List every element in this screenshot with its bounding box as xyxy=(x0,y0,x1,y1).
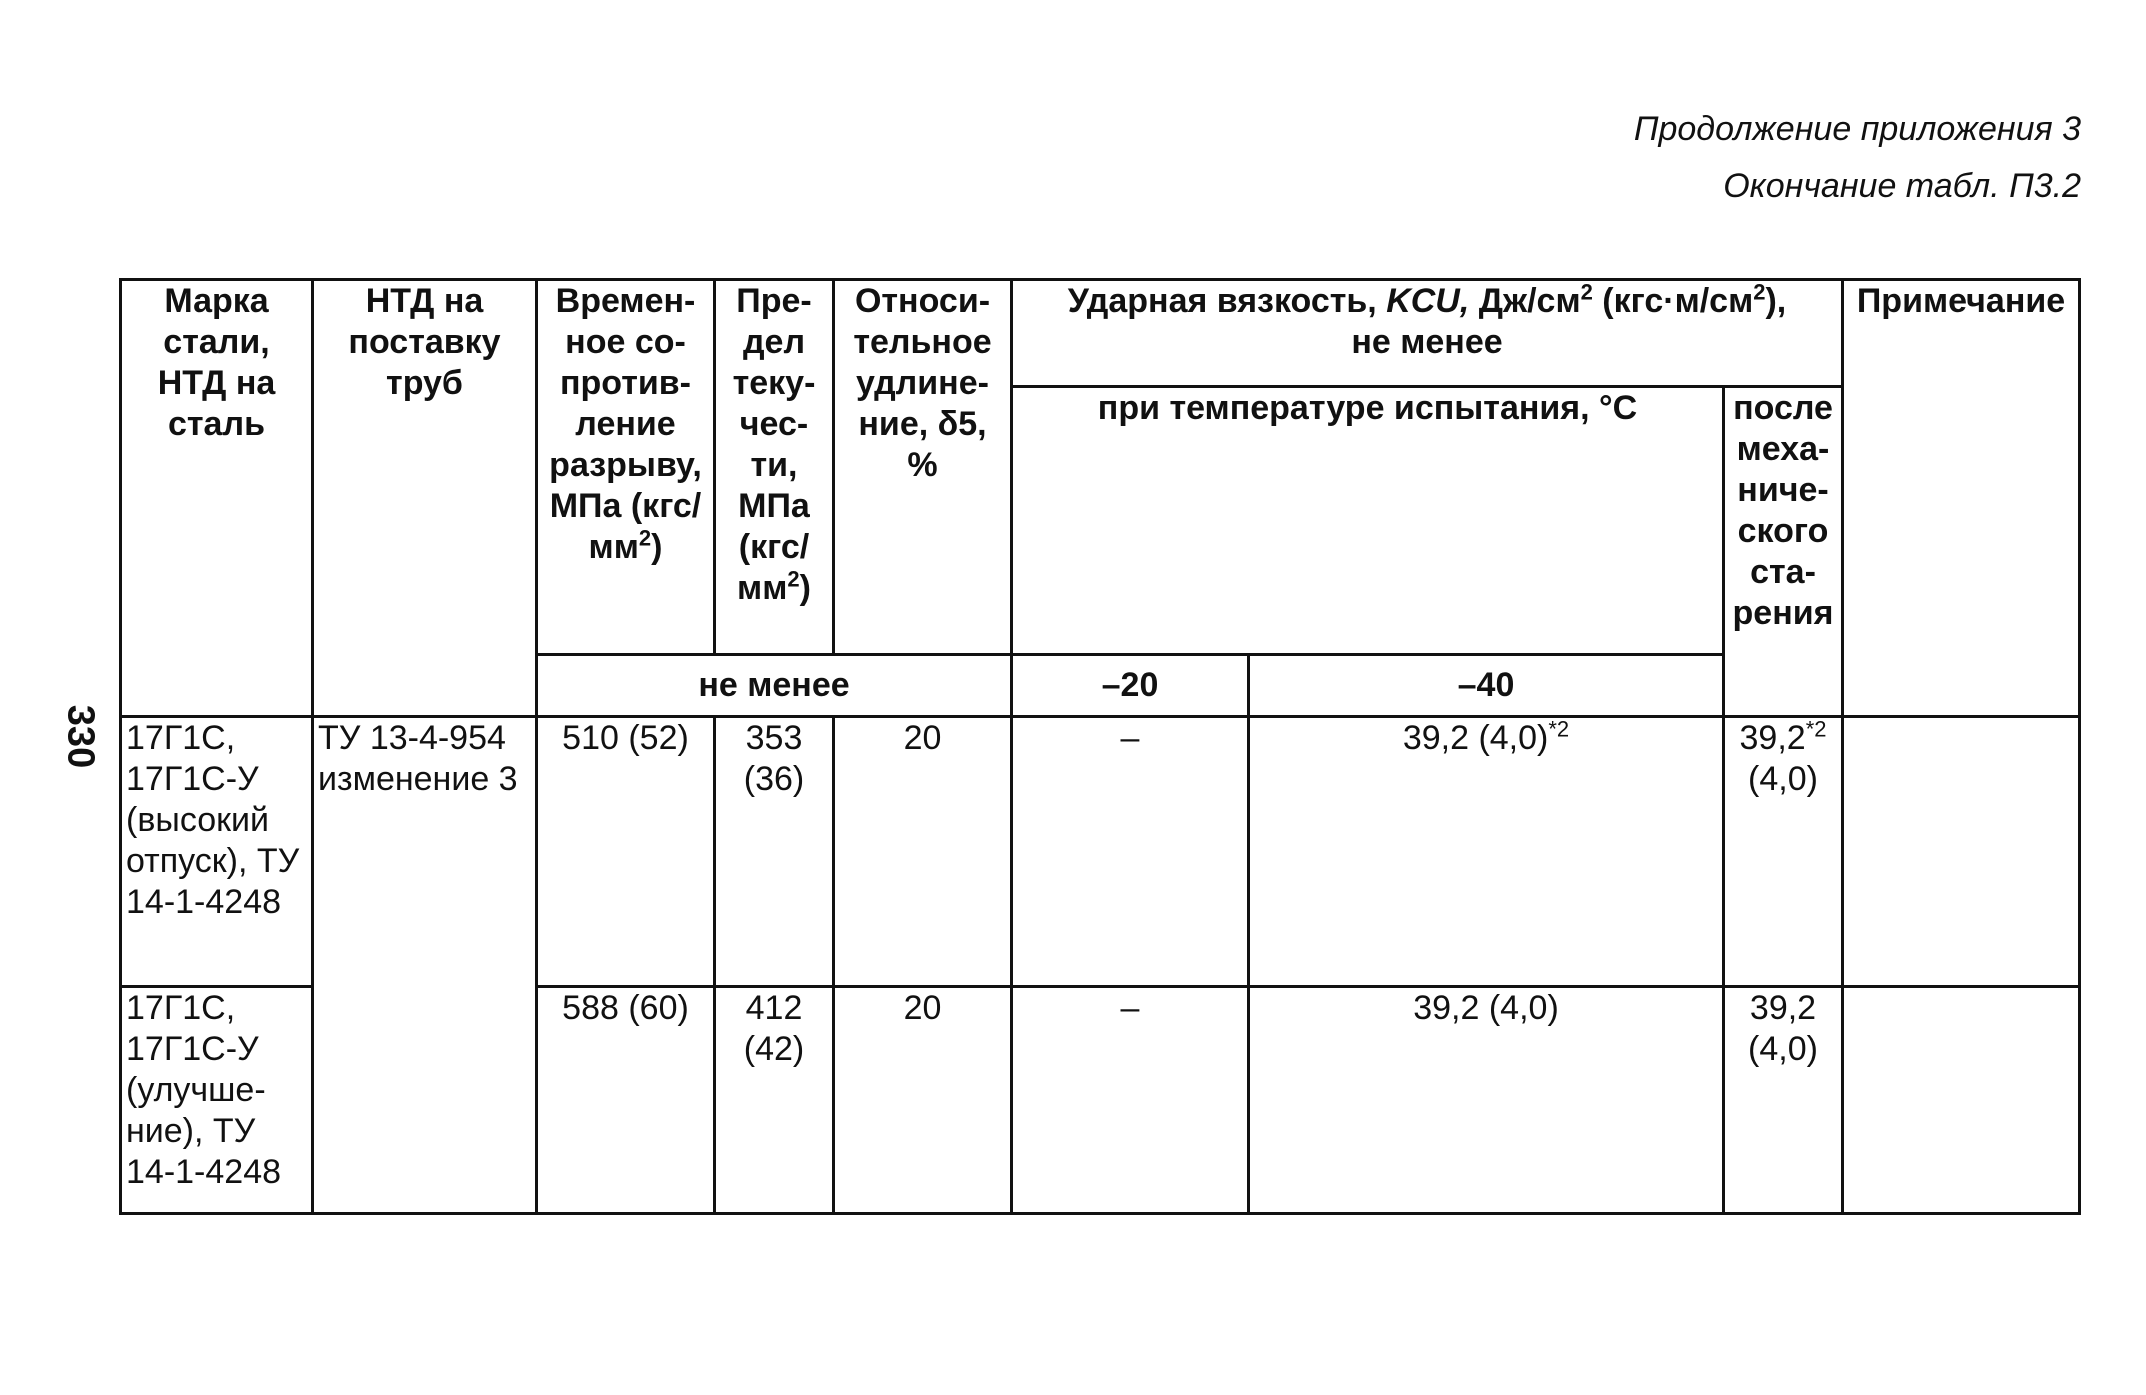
header-after-aging: после меха-ниче-ского ста-рения xyxy=(1724,387,1843,717)
cell-tensile-strength: 510 (52) xyxy=(537,717,715,987)
cell-steel-grade: 17Г1С, 17Г1С-У (улучше-ние), ТУ 14-1-4248 xyxy=(121,987,313,1214)
header-temp-minus40: –40 xyxy=(1249,655,1724,717)
cell-note xyxy=(1843,987,2080,1214)
header-elongation: Относи-тельное удлине-ние, δ5, % xyxy=(834,280,1012,655)
page-number: 330 xyxy=(59,704,102,769)
cell-pipe-ntd: ТУ 13-4-954 изменение 3 xyxy=(313,717,537,1214)
header-impact-toughness: Ударная вязкость, KCU, $Дж/см^2$ $(кгс\cdot м/см^2)$, не менее xyxy=(1012,280,1843,387)
cell-kcu-minus20: – xyxy=(1012,717,1249,987)
cell-yield-strength: 353 (36) xyxy=(715,717,834,987)
header-temp-minus20: –20 xyxy=(1012,655,1249,717)
cell-after-aging: 39,2$^{*2}$ (4,0) xyxy=(1724,717,1843,987)
header-tensile-strength: Времен-ное со-против-ление разрыву, МПа $(кгс/мм^2)$ xyxy=(537,280,715,655)
steel-properties-table xyxy=(119,278,2081,1215)
header-test-temperature: при температуре испытания, °С xyxy=(1012,387,1724,655)
header-pipe-ntd: НТД на поставку труб xyxy=(313,280,537,717)
header-not-less: не менее xyxy=(537,655,1012,717)
table-end-caption: Окончание табл. П3.2 xyxy=(1723,167,2081,205)
cell-elongation: 20 xyxy=(834,717,1012,987)
header-steel-grade: Марка стали, НТД на сталь xyxy=(121,280,313,717)
cell-note xyxy=(1843,717,2080,987)
cell-tensile-strength: 588 (60) xyxy=(537,987,715,1214)
header-yield-strength: Пре-дел теку-чес-ти, МПа (кгс/ $мм^2$) xyxy=(715,280,834,655)
cell-elongation: 20 xyxy=(834,987,1012,1214)
header-note: Примечание xyxy=(1843,280,2080,717)
table-row xyxy=(121,717,2080,987)
cell-after-aging: 39,2 (4,0) xyxy=(1724,987,1843,1214)
cell-kcu-minus40: 39,2 (4,0) xyxy=(1249,987,1724,1214)
cell-yield-strength: 412 (42) xyxy=(715,987,834,1214)
continuation-caption: Продолжение приложения 3 xyxy=(1633,110,2081,148)
cell-steel-grade: 17Г1С, 17Г1С-У (высокий отпуск), ТУ 14-1-4248 xyxy=(121,717,313,987)
cell-kcu-minus40: 39,2 $(4,0)^{*2}$ xyxy=(1249,717,1724,987)
cell-kcu-minus20: – xyxy=(1012,987,1249,1214)
